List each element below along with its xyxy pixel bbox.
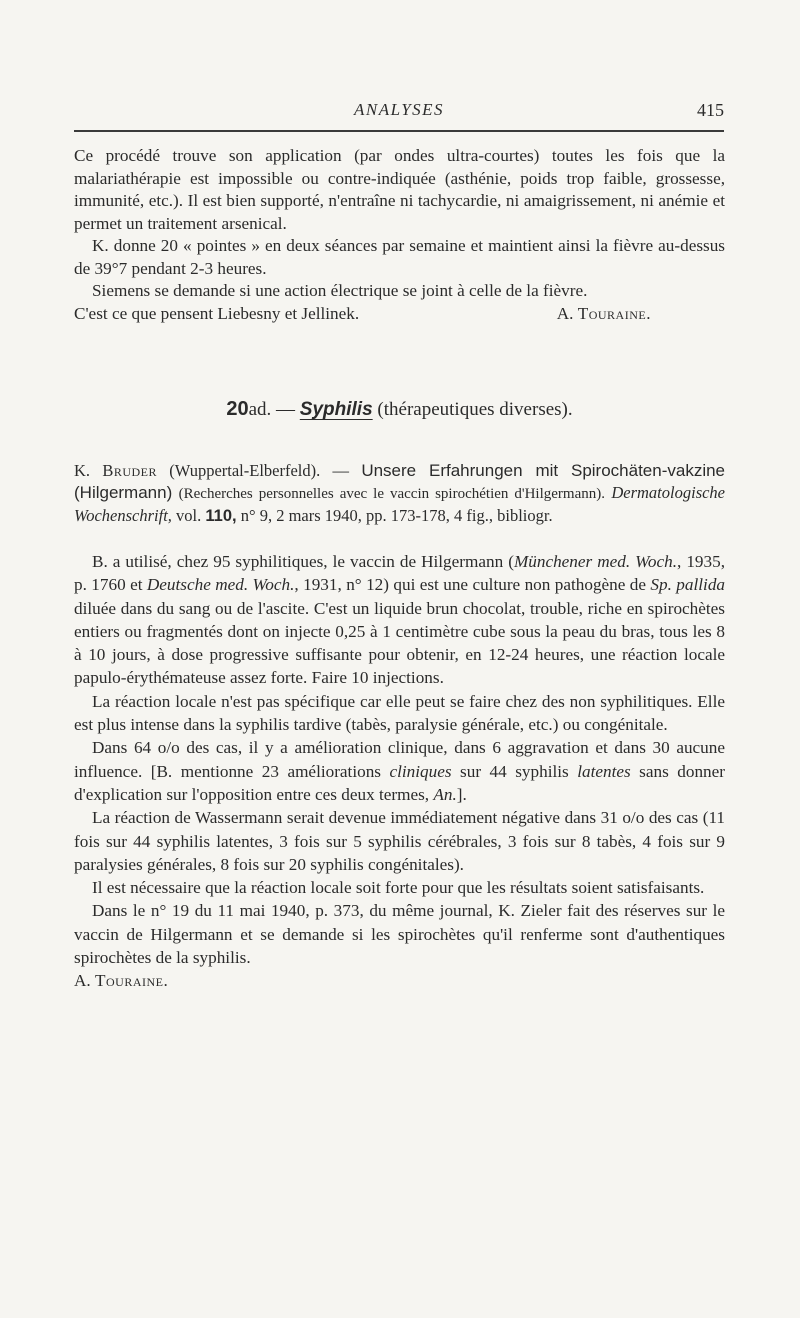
paragraph (74, 736, 725, 806)
article-title-fr: (Recherches personnelles avec le vaccin spirochétien d'Hilgermann). (178, 486, 605, 502)
paragraph: Dans le n° 19 du 11 mai 1940, p. 373, du même journal, K. Zieler fait des réserves sur le vaccin de Hilgermann et se demande si les spirochètes qu'il renferme sont d'authentiques spirochètes de la syphilis. (74, 901, 725, 968)
signature-initial: A. (74, 971, 91, 991)
previous-abstract-end (74, 145, 725, 325)
paragraph: La réaction locale n'est pas spécifique car elle peut se faire chez des non syphilitiques. Elle est plus intense dans la syphilis tardive (tabès, paralysie générale, etc.) ou congénitale. (74, 691, 725, 735)
page-number: 415 (697, 100, 724, 120)
paragraph: La réaction de Wassermann serait devenue immédiatement négative dans 31 o/o des cas (11 fois sur 44 syphilis latentes, 3 fois sur 5 syphilis cérébrales, 3 fois sur 8 tabès, 4 fois sur 9 paralysies générales, 8 fois sur 20 syphilis congénitales). (74, 808, 725, 874)
author-initial: K. (74, 461, 91, 480)
text-run: sans donner d'explication sur l'opposition entre ces deux termes, (74, 761, 725, 804)
running-title: ANALYSES (353, 100, 445, 119)
paragraph-with-signature (74, 303, 725, 326)
journal-name: Dermatologische Wochenschrift, (74, 483, 726, 525)
signature-name: Touraine. (577, 303, 651, 323)
text-run: diluée dans du sang ou de l'ascite. C'est un liquide brun chocolat, trouble, riche en spirochètes entiers ou fragmentés dont on injecte 0,25 à 1 centimètre cube sous la peau du bras, tous les 8 à 10 jours, à dose progressive suffisante pour obtenir, en 12-24 heures, une réaction locale papulo-érythémateuse assez forte. Faire 10 injections. (74, 598, 725, 688)
paragraph-text: C'est ce que pensent Liebesny et Jellinek. (74, 303, 360, 323)
species-name: Sp. pallida (650, 575, 726, 595)
paragraph: Ce procédé trouve son application (par ondes ultra-courtes) toutes les fois que la malariathérapie est impossible ou contre-indiquée (asthénie, poids trop faible, grossesse, immunité, etc.). Il est bien supporté, n'entraîne ni tachycardie, ni amaigrissement, ni anémie et permet un traitement arsenical. (74, 146, 725, 233)
emphasis: cliniques (389, 761, 452, 781)
emphasis: An. (433, 784, 457, 804)
signature-initial: A. (556, 303, 574, 323)
section-number: 20 (226, 398, 249, 420)
section-subtitle: (thérapeutiques diverses). (377, 399, 573, 420)
section-heading (74, 398, 725, 421)
volume-number: 110, (205, 507, 237, 525)
signature (557, 303, 651, 326)
signature (74, 969, 725, 992)
bibliographic-reference (74, 460, 725, 527)
author-name: Bruder (102, 461, 158, 480)
paragraph: K. donne 20 « pointes » en deux séances par semaine et maintient ainsi la fièvre au-dessus de 39°7 pendant 2-3 heures. (74, 236, 725, 278)
header-rule (74, 130, 724, 132)
paragraph: Il est nécessaire que la réaction locale soit forte pour que les résultats soient satisfaisants. (92, 878, 705, 898)
signature-name: Touraine. (95, 971, 169, 991)
paragraph (74, 550, 725, 690)
reference-text (74, 460, 725, 527)
section-suffix: ad. (248, 399, 272, 420)
abstract-body (74, 550, 725, 993)
section-dash: — (276, 399, 296, 420)
volume-label: vol. (176, 506, 202, 525)
author-place: (Wuppertal-Elberfeld). — (169, 461, 350, 480)
text-run: Dans 64 o/o des cas, il y a amélioration clinique, dans 6 aggravation et dans 30 aucune influence. [B. mentionne 23 améliorations (74, 738, 725, 781)
reference-details: n° 9, 2 mars 1940, pp. 173-178, 4 fig., bibliogr. (240, 506, 553, 525)
emphasis: latentes (577, 761, 631, 781)
journal-citation: Münchener med. Woch. (513, 552, 678, 571)
paragraph: Siemens se demande si une action électrique se joint à celle de la fièvre. (92, 281, 588, 300)
article-title-de: Unsere Erfahrungen mit Spirochäten-vakzine (Hilgermann) (74, 461, 726, 502)
section-topic: Syphilis (299, 399, 373, 420)
text-run: , 1931, n° 12) qui est une culture non pathogène de (294, 575, 651, 595)
text-run: , 1935, p. 1760 et (74, 552, 725, 595)
text-run: B. a utilisé, chez 95 syphilitiques, le vaccin de Hilgermann ( (92, 552, 514, 571)
text-run: ]. (456, 784, 467, 804)
journal-citation: Deutsche med. Woch. (146, 575, 295, 595)
running-header (74, 100, 724, 126)
text-run: sur 44 syphilis (451, 761, 578, 781)
